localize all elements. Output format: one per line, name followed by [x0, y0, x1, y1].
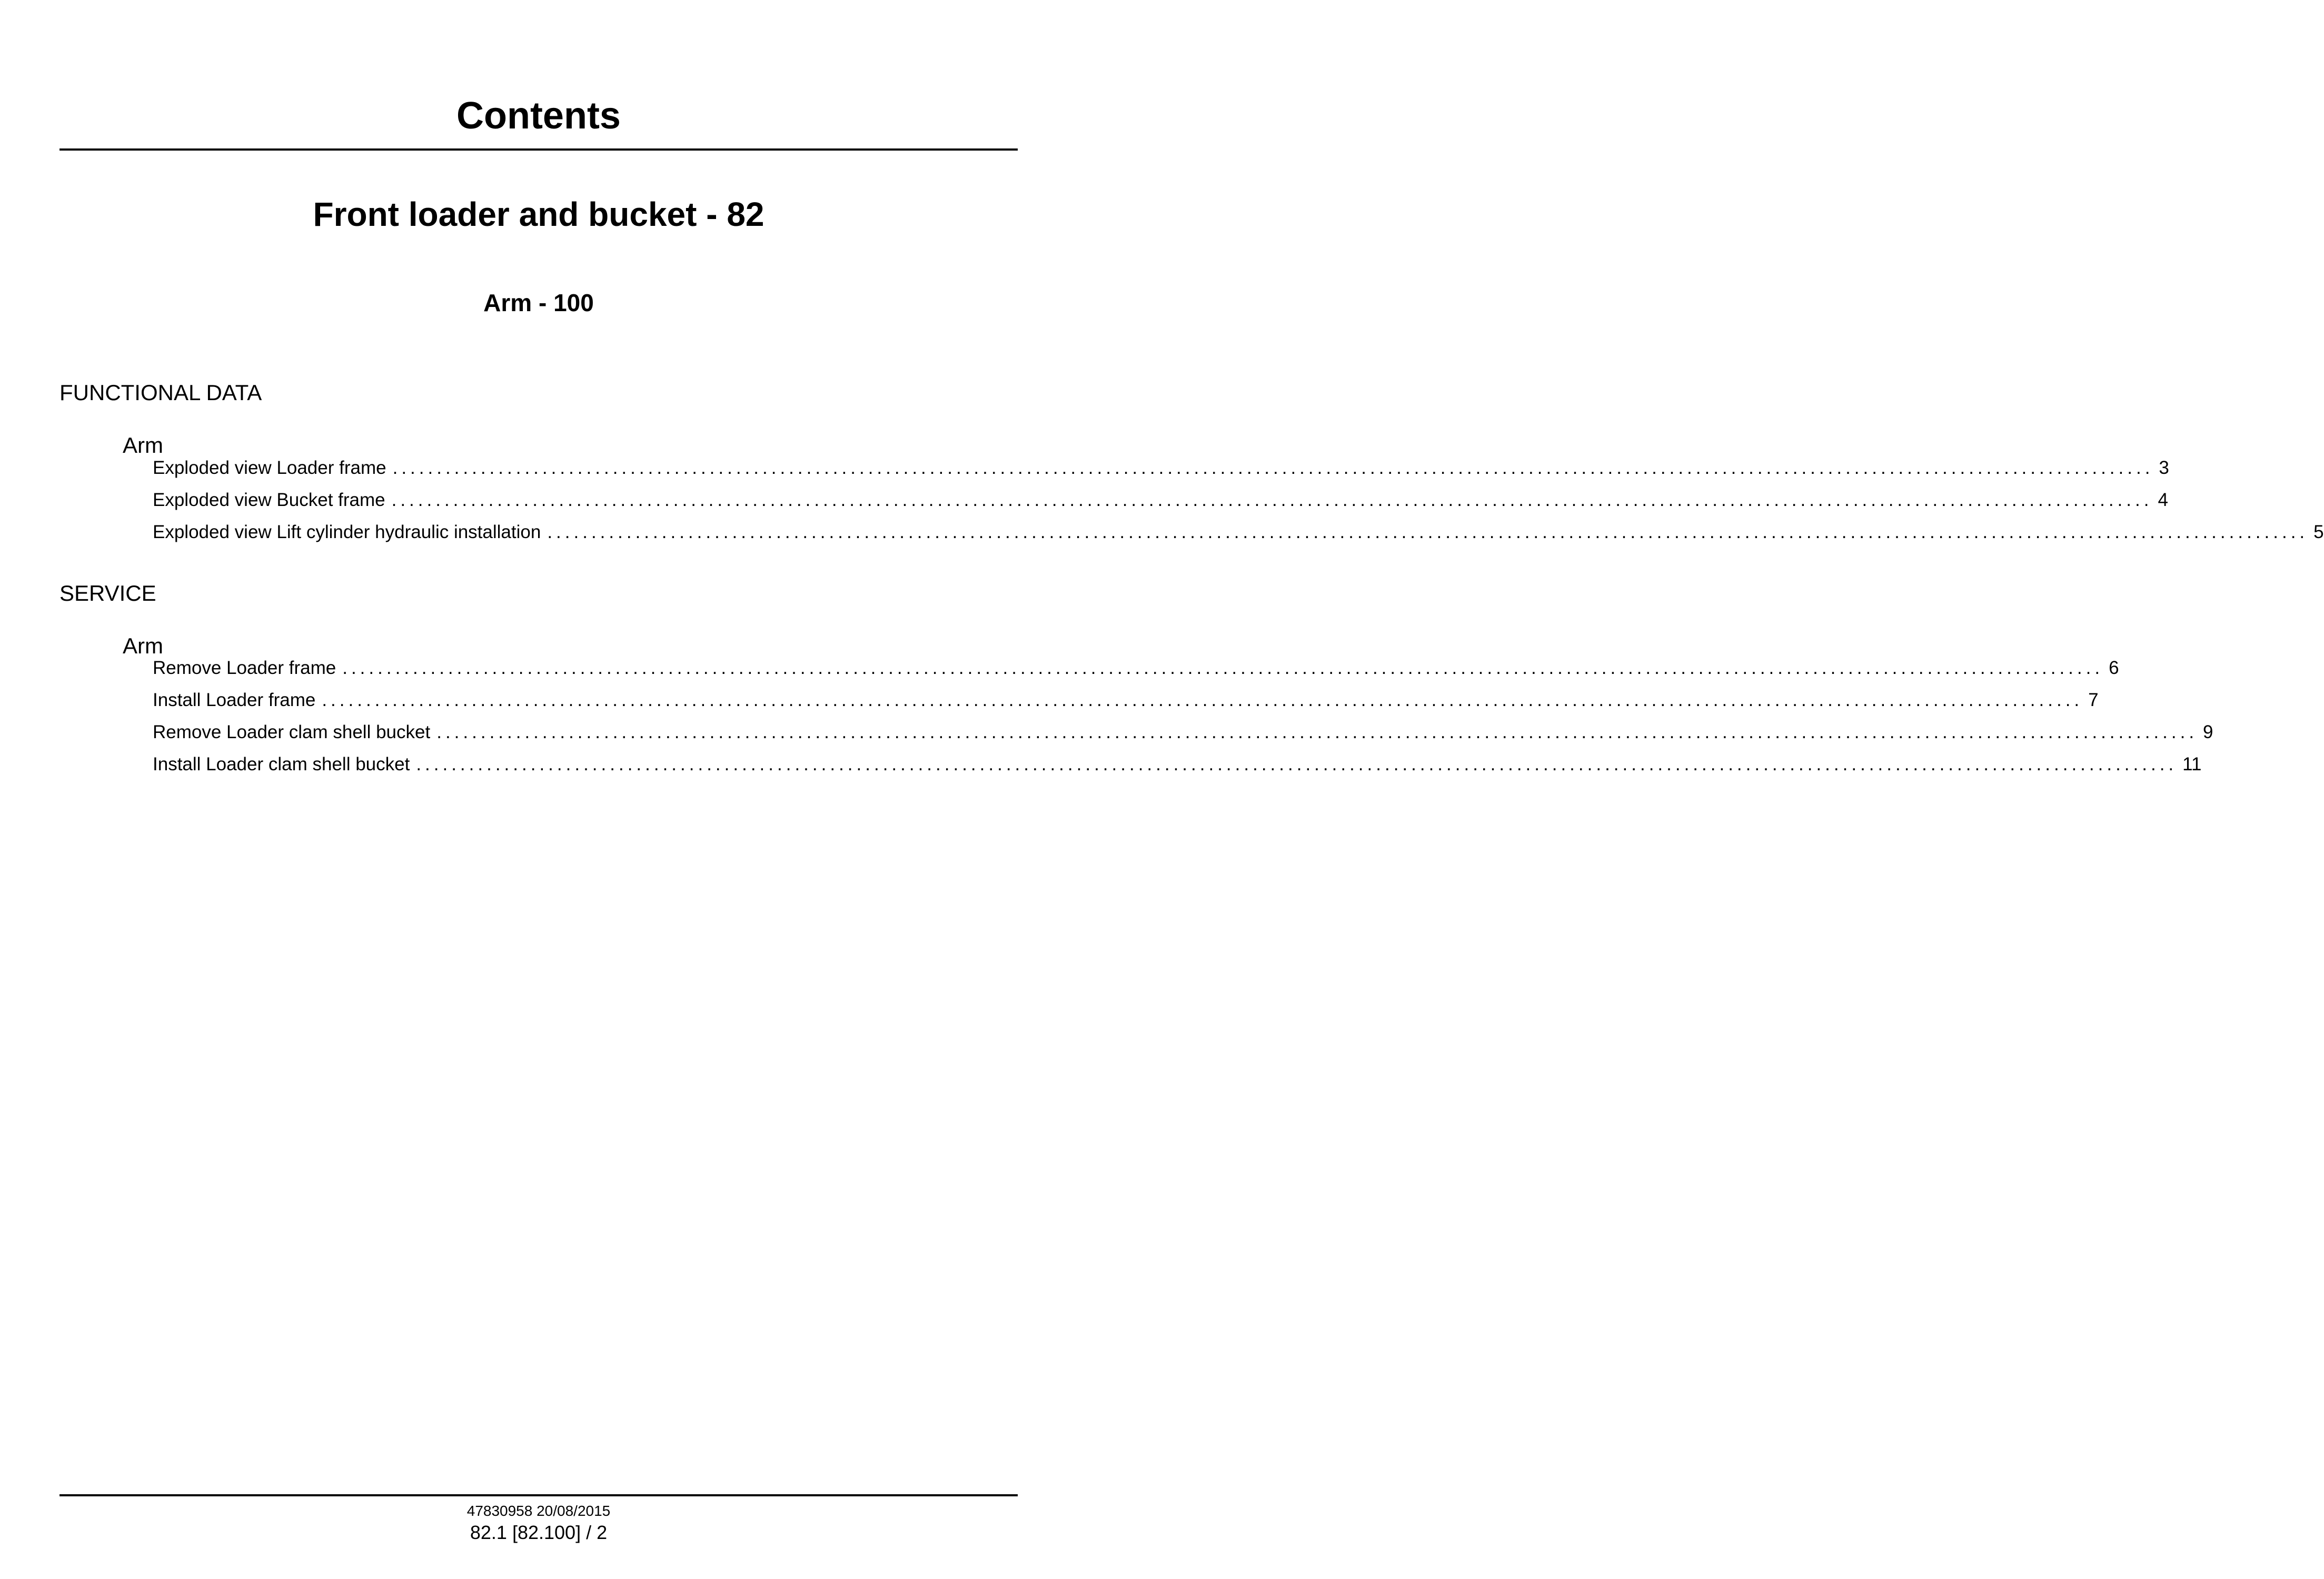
toc-entry[interactable]: [153, 752, 2202, 777]
toc-entry[interactable]: [153, 488, 2168, 512]
toc-entry-label: Exploded view Lift cylinder hydraulic installation: [153, 522, 541, 542]
group-heading-functional-data: FUNCTIONAL DATA: [59, 380, 262, 405]
dot-leader: ........................................................................................................................................................................................................: [436, 722, 2198, 742]
section-title: Arm - 100: [483, 289, 594, 316]
footer-divider: [59, 1494, 1018, 1496]
toc-entry-page: 3: [2159, 458, 2169, 478]
toc-entry-page: 5: [2313, 522, 2324, 542]
dot-leader: ........................................................................................................................................................................................................: [342, 658, 2104, 678]
toc-entry[interactable]: [153, 720, 2213, 744]
dot-leader: ........................................................................................................................................................................................................: [547, 522, 2309, 542]
toc-entry[interactable]: [153, 656, 2119, 680]
footer-page-reference: 82.1 [82.100] / 2: [470, 1522, 608, 1543]
group-heading-service: SERVICE: [59, 581, 156, 605]
toc-entry-page: 11: [2182, 754, 2202, 774]
subgroup-heading-arm: Arm: [123, 633, 163, 658]
toc-entry-label: Exploded view Bucket frame: [153, 490, 385, 510]
toc-entry-label: Install Loader clam shell bucket: [153, 754, 410, 774]
toc-entry-label: Remove Loader clam shell bucket: [153, 722, 431, 742]
toc-entry[interactable]: [153, 688, 2099, 712]
toc-entry-page: 9: [2203, 722, 2213, 742]
toc-entry-page: 7: [2088, 690, 2099, 710]
header-divider: [59, 148, 1018, 151]
chapter-title: Front loader and bucket - 82: [313, 195, 764, 233]
subgroup-heading-arm: Arm: [123, 433, 163, 458]
page-title: Contents: [456, 95, 621, 137]
toc-entry[interactable]: [153, 456, 2169, 480]
dot-leader: ........................................................................................................................................................................................................: [322, 690, 2083, 710]
toc-entry-page: 4: [2158, 490, 2168, 510]
dot-leader: ........................................................................................................................................................................................................: [416, 754, 2178, 774]
dot-leader: ........................................................................................................................................................................................................: [392, 458, 2154, 478]
toc-entry-page: 6: [2109, 658, 2119, 678]
toc-entry-label: Install Loader frame: [153, 690, 316, 710]
dot-leader: ........................................................................................................................................................................................................: [391, 490, 2153, 510]
toc-entry-label: Exploded view Loader frame: [153, 458, 386, 478]
footer-doc-id: 47830958 20/08/2015: [466, 1503, 611, 1519]
toc-entry-label: Remove Loader frame: [153, 658, 336, 678]
toc-entry[interactable]: [153, 520, 2324, 544]
